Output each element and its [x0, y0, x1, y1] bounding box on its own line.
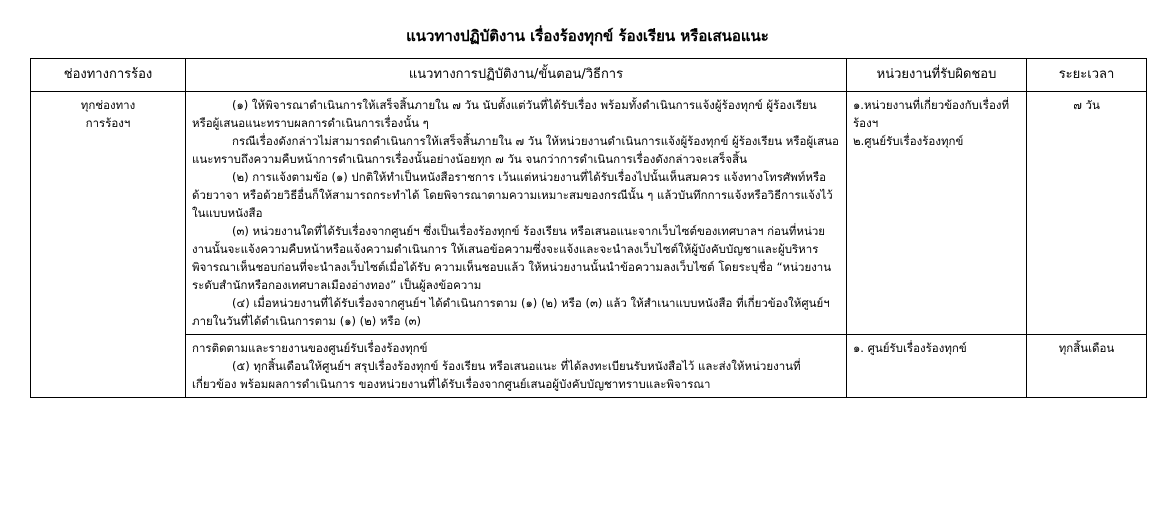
guideline-paragraph: (๕) ทุกสิ้นเดือนให้ศูนย์ฯ สรุปเรื่องร้องทุกข์ ร้องเรียน หรือเสนอแนะ ที่ได้ลงทะเบียนรับหนังสือไว้ และส่งให้หน่วยงานที่เกี่ยวข้อง พร้อมผลการดำเนินการ ของหน่วยงานที่ได้รับเรื่องจากศูนย์เสนอผู้บังคับบัญชาทราบและพิจารณา	[192, 359, 801, 391]
table-row	[31, 92, 1147, 335]
page-title: แนวทางปฏิบัติงาน เรื่องร้องทุกข์ ร้องเรียน หรือเสนอแนะ	[406, 27, 769, 45]
guideline-cell	[186, 335, 847, 398]
responsible-item: ๑.หน่วยงานที่เกี่ยวข้องกับเรื่องที่ร้องฯ	[853, 98, 1010, 130]
table-header-row	[31, 59, 1147, 92]
responsible-cell	[847, 92, 1027, 335]
guideline-paragraph: (๔) เมื่อหน่วยงานที่ได้รับเรื่องจากศูนย์ฯ ได้ดำเนินการตาม (๑) (๒) หรือ (๓) แล้ว ให้สำเนาแบบหนังสือ ที่เกี่ยวข้องให้ศูนย์ฯภายในวันที่ได้ดำเนินการตาม (๑) (๒) หรือ (๓)	[192, 296, 830, 328]
channel-line: การร้องฯ	[85, 116, 131, 130]
header-responsible: หน่วยงานที่รับผิดชอบ	[847, 59, 1027, 92]
channel-line: ทุกช่องทาง	[80, 98, 136, 112]
table-row	[31, 335, 1147, 398]
guideline-paragraph: กรณีเรื่องดังกล่าวไม่สามารถดำเนินการให้เสร็จสิ้นภายใน ๗ วัน ให้หน่วยงานดำเนินการแจ้งผู้ร้องทุกข์ ผู้ร้องเรียน หรือผู้เสนอแนะทราบถึงความคืบหน้าการดำเนินการเรื่องนั้นอย่างน้อยทุก ๗ วัน จนกว่าการดำเนินการเรื่องดังกล่าวจะเสร็จสิ้น	[192, 134, 839, 166]
responsible-item: ๑. ศูนย์รับเรื่องร้องทุกข์	[853, 341, 967, 355]
guideline-paragraph: (๒) การแจ้งตามข้อ (๑) ปกติให้ทำเป็นหนังสือราชการ เว้นแต่หน่วยงานที่ได้รับเรื่องไปนั้นเห็นสมควร แจ้งทางโทรศัพท์หรือด้วยวาจา หรือด้วยวิธีอื่นก็ให้สามารถกระทำได้ โดยพิจารณาตามความเหมาะสมของกรณีนั้น ๆ แล้วบันทึกการแจ้งหรือวิธีการแจ้งไว้ในแบบหนังสือ	[192, 170, 833, 220]
duration-cell: ทุกสิ้นเดือน	[1027, 335, 1147, 398]
guideline-cell	[186, 92, 847, 335]
channel-cell	[31, 92, 186, 398]
header-duration: ระยะเวลา	[1027, 59, 1147, 92]
duration-cell: ๗ วัน	[1027, 92, 1147, 335]
header-guideline: แนวทางการปฏิบัติงาน/ขั้นตอน/วิธีการ	[186, 59, 847, 92]
guideline-table	[30, 58, 1147, 398]
guideline-paragraph: (๓) หน่วยงานใดที่ได้รับเรื่องจากศูนย์ฯ ซึ่งเป็นเรื่องร้องทุกข์ ร้องเรียน หรือเสนอแนะจากเว็บไซต์ของเทศบาลฯ ก่อนที่หน่วยงานนั้นจะแจ้งความคืบหน้าหรือแจ้งความดำเนินการ ให้เสนอข้อความซึ่งจะแจ้งและจะนำลงเว็บไซต์ให้ผู้บังคับบัญชาและผู้บริหารพิจารณาเห็นชอบก่อนที่จะนำลงเว็บไซต์เมื่อได้รับ ความเห็นชอบแล้ว ให้หน่วยงานนั้นนำข้อความลงเว็บไซต์ โดยระบุชื่อ “หน่วยงานระดับสำนักหรือกองเทศบาลเมืองอ่างทอง” เป็นผู้ลงข้อความ	[192, 224, 832, 292]
guideline-paragraph: การติดตามและรายงานของศูนย์รับเรื่องร้องทุกข์	[192, 341, 428, 355]
header-channel: ช่องทางการร้อง	[31, 59, 186, 92]
responsible-cell	[847, 335, 1027, 398]
responsible-item: ๒.ศูนย์รับเรื่องร้องทุกข์	[853, 134, 964, 148]
guideline-paragraph: (๑) ให้พิจารณาดำเนินการให้เสร็จสิ้นภายใน ๗ วัน นับตั้งแต่วันที่ได้รับเรื่อง พร้อมทั้งดำเนินการแจ้งผู้ร้องทุกข์ ผู้ร้องเรียน หรือผู้เสนอแนะทราบผลการดำเนินการเรื่องนั้น ๆ	[192, 98, 817, 130]
